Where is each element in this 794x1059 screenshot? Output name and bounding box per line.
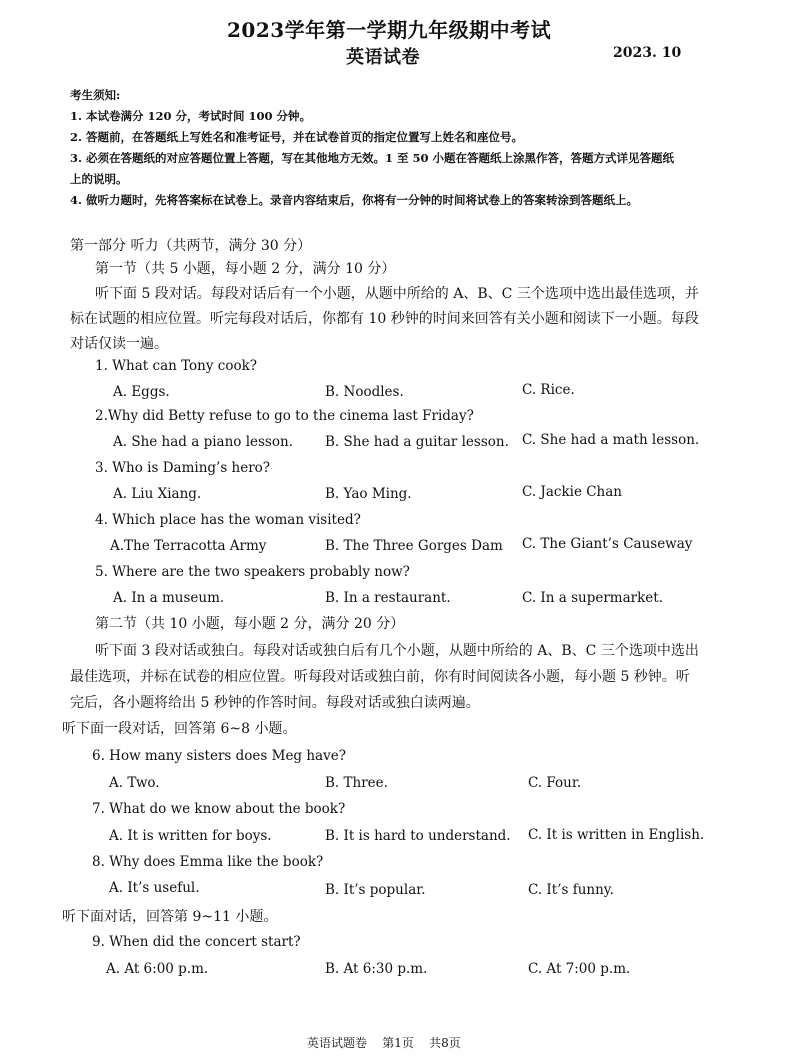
option-b: B. In a restaurant. [325,590,451,606]
exam-subtitle: 英语试卷 [346,47,420,68]
option-c: C. It is written in English. [528,827,705,843]
option-b: B. Noodles. [325,384,404,400]
question-7: 7. What do we know about the book? [92,801,346,817]
question-9: 9. When did the concert start? [92,934,301,950]
note-item: 3. 必须在答题纸的对应答题位置上答题，写在其他地方无效。1 至 50 小题在答题纸上涂黑作答，答题方式详见答题纸 [70,151,675,165]
option-c: C. She had a math lesson. [522,432,700,448]
question-8: 8. Why does Emma like the book? [92,854,324,870]
option-a: A.The Terracotta Army [110,538,267,554]
option-c: C. Rice. [522,382,575,398]
option-a: A. It is written for boys. [109,828,272,844]
page-footer: 英语试题卷 第1页 共8页 [307,1036,461,1050]
sub-instruction: 听下面对话，回答第 9~11 小题。 [62,909,278,925]
option-b: B. It’s popular. [325,882,426,898]
option-b: B. At 6:30 p.m. [325,961,428,977]
option-a: A. At 6:00 p.m. [106,961,209,977]
question-1: 1. What can Tony cook? [95,358,258,374]
option-a: A. Liu Xiang. [113,486,202,502]
section2-instructions-line: 完后，各小题将给出 5 秒钟的作答时间。每段对话或独白读两遍。 [70,695,480,711]
section2-instructions-line: 最佳选项，并标在试卷的相应位置。听每段对话或独白前，你有时间阅读各小题，每小题 5 秒钟。听 [70,669,690,685]
option-c: C. In a supermarket. [522,590,663,606]
option-a: A. She had a piano lesson. [113,434,293,450]
question-6: 6. How many sisters does Meg have? [92,748,346,764]
option-c: C. It’s funny. [528,882,614,898]
section1-instructions-line: 听下面 5 段对话。每段对话后有一个小题，从题中所给的 A、B、C 三个选项中选出最佳选项，并 [95,286,699,302]
option-b: B. It is hard to understand. [325,828,511,844]
option-b: B. The Three Gorges Dam [325,538,503,554]
option-a: A. Eggs. [113,384,170,400]
section2-instructions-line: 听下面 3 段对话或独白。每段对话或独白后有几个小题，从题中所给的 A、B、C 三个选项中选出 [95,643,699,659]
option-b: B. Yao Ming. [325,486,412,502]
question-4: 4. Which place has the woman visited? [95,512,361,528]
option-b: B. Three. [325,775,388,791]
section1-heading: 第一节（共 5 小题，每小题 2 分，满分 10 分） [95,261,396,277]
option-b: B. She had a guitar lesson. [325,434,509,450]
option-a: A. It’s useful. [109,880,200,896]
option-c: C. At 7:00 p.m. [528,961,631,977]
option-c: C. Jackie Chan [522,484,622,500]
option-c: C. Four. [528,775,582,791]
question-5: 5. Where are the two speakers probably now? [95,564,410,580]
section2-heading: 第二节（共 10 小题，每小题 2 分，满分 20 分） [95,616,405,632]
section1-instructions-line: 标在试题的相应位置。听完每段对话后，你都有 10 秒钟的时间来回答有关小题和阅读下一小题。每段 [70,311,699,327]
sub-instruction: 听下面一段对话，回答第 6~8 小题。 [62,721,297,737]
option-c: C. The Giant’s Causeway [522,536,693,552]
notes-heading: 考生须知: [70,88,121,102]
option-a: A. In a museum. [113,590,225,606]
part1-heading: 第一部分 听力（共两节，满分 30 分） [70,238,312,254]
note-item: 4. 做听力题时，先将答案标在试卷上。录音内容结束后，你将有一分钟的时间将试卷上的答案转涂到答题纸上。 [70,193,639,207]
note-item: 上的说明。 [70,172,128,186]
exam-date: 2023. 10 [613,45,682,61]
question-3: 3. Who is Daming’s hero? [95,460,271,476]
section1-instructions-line: 对话仅读一遍。 [70,336,168,352]
note-item: 1. 本试卷满分 120 分，考试时间 100 分钟。 [70,109,312,123]
question-2: 2.Why did Betty refuse to go to the cinema last Friday? [95,408,474,424]
option-a: A. Two. [109,775,160,791]
exam-title: 2023学年第一学期九年级期中考试 [227,18,552,42]
note-item: 2. 答题前，在答题纸上写姓名和准考证号，并在试卷首页的指定位置写上姓名和座位号。 [70,130,524,144]
